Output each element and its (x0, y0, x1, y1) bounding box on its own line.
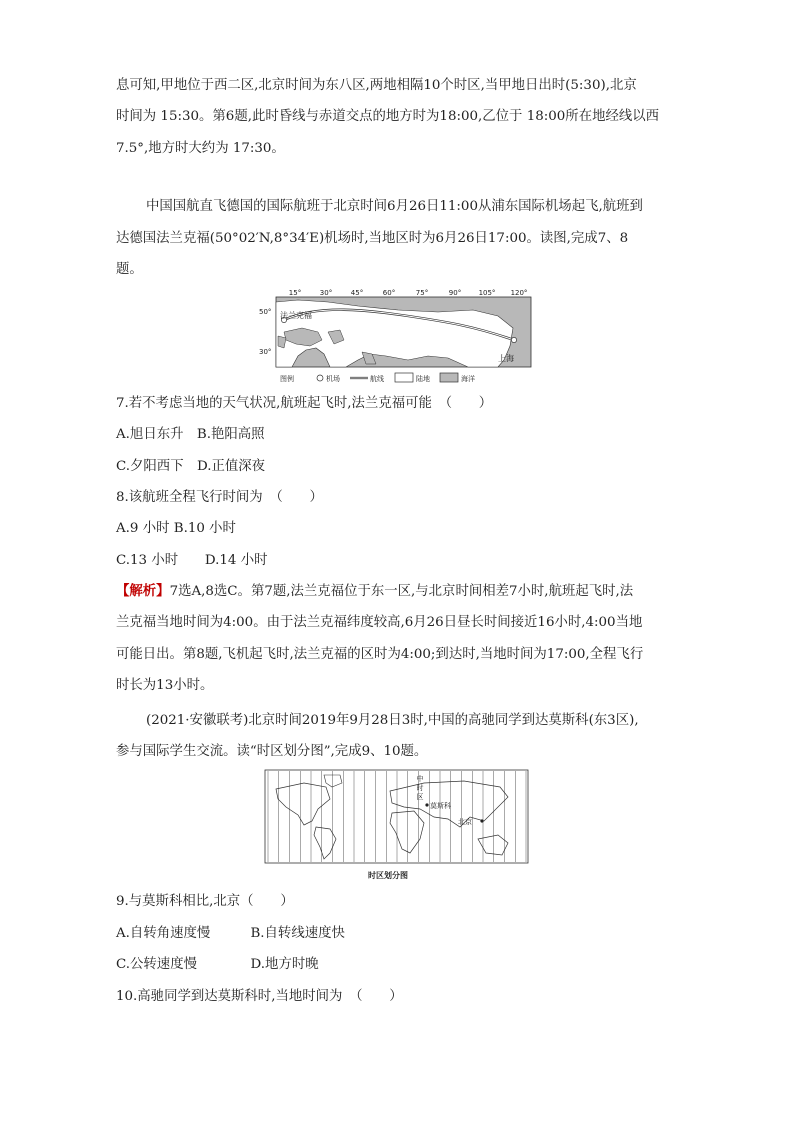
question-9-options-cd: C.公转速度慢 D.地方时晚 (116, 957, 319, 972)
lon-tick-label: 60° (382, 289, 396, 297)
paragraph-line: 时间为 15:30。第6题,此时昏线与赤道交点的地方时为18:00,乙位于 18:00所在地经线以西 (116, 109, 660, 124)
answer-line: 时长为13小时。 (116, 678, 214, 693)
answer-text: 7选A,8选C。第7题,法兰克福位于东一区,与北京时间相差7小时,航班起飞时,法 (169, 584, 634, 599)
paragraph-line: 参与国际学生交流。读“时区划分图”,完成9、10题。 (116, 744, 428, 759)
legend-ocean-swatch (440, 373, 458, 382)
lon-tick-label: 75° (415, 289, 429, 297)
lon-tick-label: 90° (448, 289, 462, 297)
lon-tick-label: 105° (478, 289, 496, 297)
question-7: 7.若不考虑当地的天气状况,航班起飞时,法兰克福可能 （ ） (116, 396, 493, 411)
legend-land-swatch (395, 373, 413, 382)
question-8-options-cd: C.13 小时 D.14 小时 (116, 553, 268, 568)
lon-tick-label: 120° (510, 289, 528, 297)
answer-line: 兰克福当地时间为4:00。由于法兰克福纬度较高,6月26日昼长时间接近16小时,4:00当地 (116, 615, 643, 630)
legend-title: 图例 (280, 375, 294, 383)
lon-tick-label: 15° (288, 289, 302, 297)
moscow-marker-icon (425, 803, 428, 806)
flight-route-map (258, 288, 538, 384)
answer-tag: 【解析】 (116, 583, 170, 599)
lon-tick-label: 45° (350, 289, 364, 297)
legend-airport-label: 机场 (326, 375, 340, 383)
legend-route-label: 航线 (370, 375, 384, 383)
figure-caption: 时区划分图 (368, 871, 408, 880)
question-7-options-cd: C.夕阳西下 D.正值深夜 (116, 459, 266, 474)
paragraph-line: 题。 (116, 262, 143, 277)
paragraph-line: 达德国法兰克福(50°02′N,8°34′E)机场时,当地区时为6月26日17:00。读图,完成7、8 (116, 231, 629, 246)
question-9: 9.与莫斯科相比,北京（ ） (116, 894, 294, 909)
zone-label-char: 区 (416, 793, 424, 801)
paragraph-line: 息可知,甲地位于西二区,北京时间为东八区,两地相隔10个时区,当甲地日出时(5:30),北京 (116, 78, 637, 93)
legend-airport-icon (317, 375, 323, 381)
question-8: 8.该航班全程飞行时间为 （ ） (116, 490, 323, 505)
lon-tick-label: 30° (319, 289, 333, 297)
city-label-frankfurt: 法兰克福 (280, 311, 312, 320)
answer-line: 可能日出。第8题,飞机起飞时,法兰克福的区时为4:00;到达时,当地时间为17:00,全程飞行 (116, 647, 644, 662)
question-8-options-ab: A.9 小时 B.10 小时 (116, 521, 236, 536)
legend-land-label: 陆地 (416, 375, 430, 383)
lat-tick-label: 50° (259, 308, 272, 316)
answer-line (116, 576, 682, 608)
question-7-options-ab: A.旭日东升 B.艳阳高照 (116, 427, 265, 442)
paragraph-line: 7.5°,地方时大约为 17:30。 (116, 141, 285, 156)
city-label-beijing: 北京 (458, 818, 472, 826)
city-label-shanghai: 上海 (498, 354, 514, 363)
airport-shanghai-icon (511, 337, 516, 342)
time-zone-map (264, 769, 530, 865)
question-9-options-ab: A.自转角速度慢 B.自转线速度快 (116, 926, 345, 941)
zone-label-char: 中 (416, 775, 424, 783)
paragraph-line: 中国国航直飞德国的国际航班于北京时间6月26日11:00从浦东国际机场起飞,航班到 (146, 199, 643, 214)
zone-label-char: 时 (416, 784, 424, 792)
paragraph-line: (2021·安徽联考)北京时间2019年9月28日3时,中国的高驰同学到达莫斯科(东3区), (146, 713, 639, 728)
question-10: 10.高驰同学到达莫斯科时,当地时间为 （ ） (116, 989, 403, 1004)
legend-ocean-label: 海洋 (461, 375, 475, 383)
city-label-moscow: 莫斯科 (430, 802, 451, 810)
lat-tick-label: 30° (259, 348, 272, 356)
beijing-marker-icon (480, 819, 483, 822)
